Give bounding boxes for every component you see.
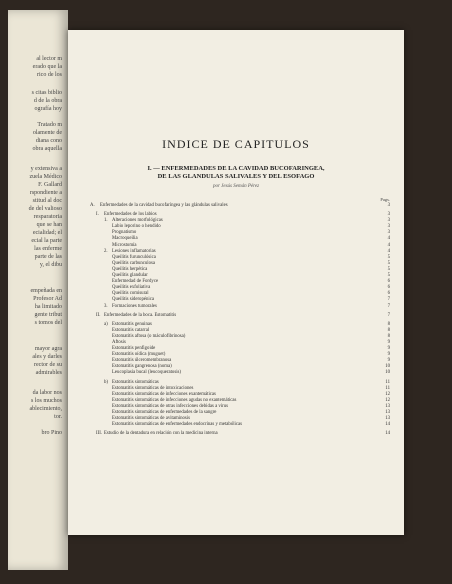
toc-entry-title: Aftosis (112, 339, 126, 345)
toc-entry-page: 10 (385, 370, 390, 376)
toc-entry (90, 431, 390, 437)
toc-entry-title: Queilitis exfoliativa (112, 285, 151, 291)
toc-entry-number: I. (96, 212, 99, 218)
toc-entry-title: Enfermedades de la cavidad bucofaríngea y las glándulas salivales (100, 203, 228, 208)
toc-entry-page: 5 (387, 273, 390, 279)
left-page-text-fragment: s tomos del (34, 320, 62, 326)
left-page-text-fragment: de del valioso (28, 206, 62, 212)
toc-entry-page: 8 (387, 333, 390, 339)
right-page (68, 30, 404, 535)
toc-entry-page: 6 (387, 279, 390, 285)
toc-entry-page: 13 (385, 416, 390, 422)
section-heading-line-2: DE LAS GLANDULAS SALIVALES Y DEL ESOFAGO (157, 173, 315, 180)
left-page-text-fragment: rector de su (34, 362, 62, 368)
toc-entry-title: Prognatismo (112, 230, 137, 236)
toc-entry-title: Macroqueilia (112, 236, 138, 242)
left-page-text-fragment: mayor agra (34, 346, 62, 352)
toc-entry-title: Estomatitis sintomáticas de intoxicaciones (112, 385, 194, 391)
left-page-text-fragment: F. Gallard (38, 182, 62, 188)
left-page-text-fragment: tor. (54, 414, 62, 420)
left-page-text-fragment: Tratado m (37, 122, 62, 128)
toc-entry-number: 3. (104, 303, 108, 309)
toc-entry-page: 11 (385, 379, 390, 385)
toc-entry-page: 9 (387, 339, 390, 345)
toc-entry-title: Estomatitis sintomáticas de avitaminosis (112, 416, 190, 422)
toc-entry-number: A. (90, 203, 95, 208)
toc-entry-page: 13 (385, 403, 390, 409)
toc-entry-number: II. (96, 312, 101, 318)
toc-entry-title: Estomatitis sintomáticas (112, 379, 159, 385)
left-page-text-fragment: parte de las (34, 254, 62, 260)
toc-entry-page: 4 (387, 236, 390, 242)
toc-entry-title: Lesiones inflamatorias (112, 248, 156, 254)
toc-entry-title: Labio leporino o hendido (112, 224, 161, 230)
toc-entry-page: 3 (387, 218, 390, 224)
toc-entry-title: Estomatitis genuinas (112, 321, 152, 327)
toc-entry-title: Estomatitis sintomáticas de enfermedades endocrinas y metabólicas (112, 422, 243, 428)
left-page-text-fragment: empeñada en (30, 288, 62, 294)
toc-entry-title: Enfermedades de la boca. Estomatitis (104, 312, 177, 318)
toc-entry-page: 10 (385, 364, 390, 370)
toc-entry-title: Estomatitis penfigoide (112, 346, 156, 352)
toc-entry-title: Enfermedades de los labios (104, 212, 157, 218)
toc-entry-title: Formaciones tumorales (112, 303, 157, 309)
toc-entry-page: 12 (385, 397, 390, 403)
toc-entry-title: Estudio de la dentadura en relación con la medicina interna (104, 431, 218, 437)
toc-entry-page: 5 (387, 260, 390, 266)
section-heading-line-1: I. — ENFERMEDADES DE LA CAVIDAD BUCOFARINGEA, (147, 165, 325, 172)
left-page-text-fragment: d de la obra (33, 98, 62, 104)
toc-entry-page: 7 (387, 297, 390, 303)
left-page-text-fragment: bro Pino (41, 430, 62, 436)
toc-entry-page: 6 (387, 285, 390, 291)
toc-entry-page: 14 (385, 422, 390, 428)
toc-entry-number: a) (104, 321, 108, 327)
left-page-text-fragment: ales y darles (32, 354, 62, 360)
left-page-text-fragment: rspondiente a (29, 190, 62, 196)
toc-entry-page: 7 (387, 312, 390, 318)
toc-entry-number: b) (104, 379, 108, 385)
left-page-text-fragment: gente tribut (34, 312, 62, 318)
left-page-text-fragment: y extensiva a (30, 166, 62, 172)
page-title: INDICE DE CAPITULOS (162, 137, 310, 151)
left-page-text-fragment: las enferme (34, 246, 62, 252)
toc-entry-page: 14 (385, 431, 390, 437)
author-line: por Jesús Semán Pérez (212, 184, 260, 189)
toc-entry-page: 3 (387, 212, 390, 218)
toc-entry (90, 422, 390, 428)
left-page-text-fragment: y, el dibu (39, 262, 62, 268)
left-page-text-fragment: admirables (35, 370, 62, 376)
section-heading (88, 165, 384, 181)
left-page-text-fragment: stitud al doc (32, 198, 62, 204)
toc-entry-title: Queilitis carbunculosa (112, 260, 156, 266)
toc-entry-number: 2. (104, 248, 108, 254)
toc-entry-page: 4 (387, 242, 390, 248)
toc-entry-title: Estomatitis sintomáticas de enfermedades de la sangre (112, 410, 217, 415)
toc-entry-page: 3 (387, 203, 390, 208)
pages-column-label: Pags. (380, 197, 390, 202)
toc-entry-title: Estomatitis oídica (muguet) (112, 352, 166, 358)
left-page-text-fragment: Profesor Ad (33, 296, 62, 302)
toc-entry-title: Microstomía (112, 242, 137, 248)
toc-entry-page: 8 (387, 327, 390, 333)
toc-entry-title: Estomatitis sintomáticas de otras infecciones debidas a virus (112, 403, 229, 409)
toc-entry-page: 3 (387, 224, 390, 230)
toc-entry-title: Estomatitis gangrenosa (noma) (112, 364, 172, 370)
left-page-text-fragment: que se han (36, 222, 62, 228)
toc-entry-title: Queilitis sideropénica (112, 297, 154, 303)
toc-entry-page: 8 (387, 321, 390, 327)
toc-entry-page: 9 (387, 352, 390, 358)
toc-entry (90, 313, 390, 319)
toc-entry-title: Queilitis comisural (112, 291, 149, 297)
toc-entry-title: Queilitis herpética (112, 266, 148, 272)
toc-entry-title: Estomatitis aftosa (o máculofibrinosa) (112, 333, 186, 339)
toc-entry-title: Queilitis glandular (112, 273, 148, 279)
left-page-text-fragment: s citas biblio (31, 90, 62, 96)
toc-entry (90, 304, 390, 310)
toc-entry-page: 4 (387, 248, 390, 254)
toc-entry-number: III. (96, 431, 102, 437)
toc-entry-page: 7 (387, 303, 390, 309)
left-page-text-fragment: da labor nos (32, 390, 62, 396)
toc-entry-title: Estomatitis sintomáticas de infecciones exantemáticas (112, 391, 216, 397)
left-page-text-fragment: erado que la (32, 64, 62, 70)
toc-entry-page: 12 (385, 391, 390, 397)
toc-entry-title: Alteraciones morfológicas (112, 218, 163, 224)
toc-entry-page: 11 (385, 385, 390, 391)
left-page-text-fragment: ecial la parte (31, 238, 62, 244)
toc-entry-title: Estomatitis úlceromembranosa (112, 358, 172, 364)
left-page-text-fragment: resparatoria (33, 214, 62, 220)
left-page-text-fragment: ografía hoy (34, 106, 62, 112)
toc-entry-title: Estomatitis sintomáticas de infecciones agudas no exantemáticas (112, 397, 237, 403)
left-page (8, 10, 68, 570)
left-page-text-fragment: s los muchos (30, 398, 62, 404)
left-page-text-fragment: obra aquella (32, 146, 62, 152)
left-page-text-fragment: rico de los (37, 72, 62, 78)
left-page-text-fragment: ecialidad; el (32, 230, 62, 236)
left-page-text-fragment: al lector m (36, 56, 62, 62)
toc-entry-page: 5 (387, 254, 390, 260)
toc-entry-title: Queilitis furunculósica (112, 254, 156, 260)
toc-entry-title: Estomatitis catarral (112, 327, 150, 333)
left-page-text-fragment: zuela Médico (29, 174, 62, 180)
toc-entry-page: 13 (385, 410, 390, 415)
toc-entry-page: 3 (387, 230, 390, 236)
table-of-contents (90, 203, 390, 437)
left-page-text-fragment: ha limitado (34, 304, 62, 310)
left-page-text-fragment: diana cono (35, 138, 62, 144)
toc-entry-page: 9 (387, 358, 390, 364)
toc-entry-number: 1. (104, 218, 108, 224)
toc-entry (90, 203, 390, 209)
toc-entry-page: 6 (387, 291, 390, 297)
toc-entry-title: Leucoplasia bucal (leucoqueratosis) (112, 370, 181, 376)
left-page-text-fragment: olamente de (32, 130, 62, 136)
toc-entry-title: Enfermedad de Fordyce (112, 279, 159, 285)
toc-entry-page: 5 (387, 266, 390, 272)
left-page-text-fragment: ablecimiento, (29, 406, 62, 412)
toc-entry (90, 370, 390, 376)
toc-entry-page: 9 (387, 346, 390, 352)
